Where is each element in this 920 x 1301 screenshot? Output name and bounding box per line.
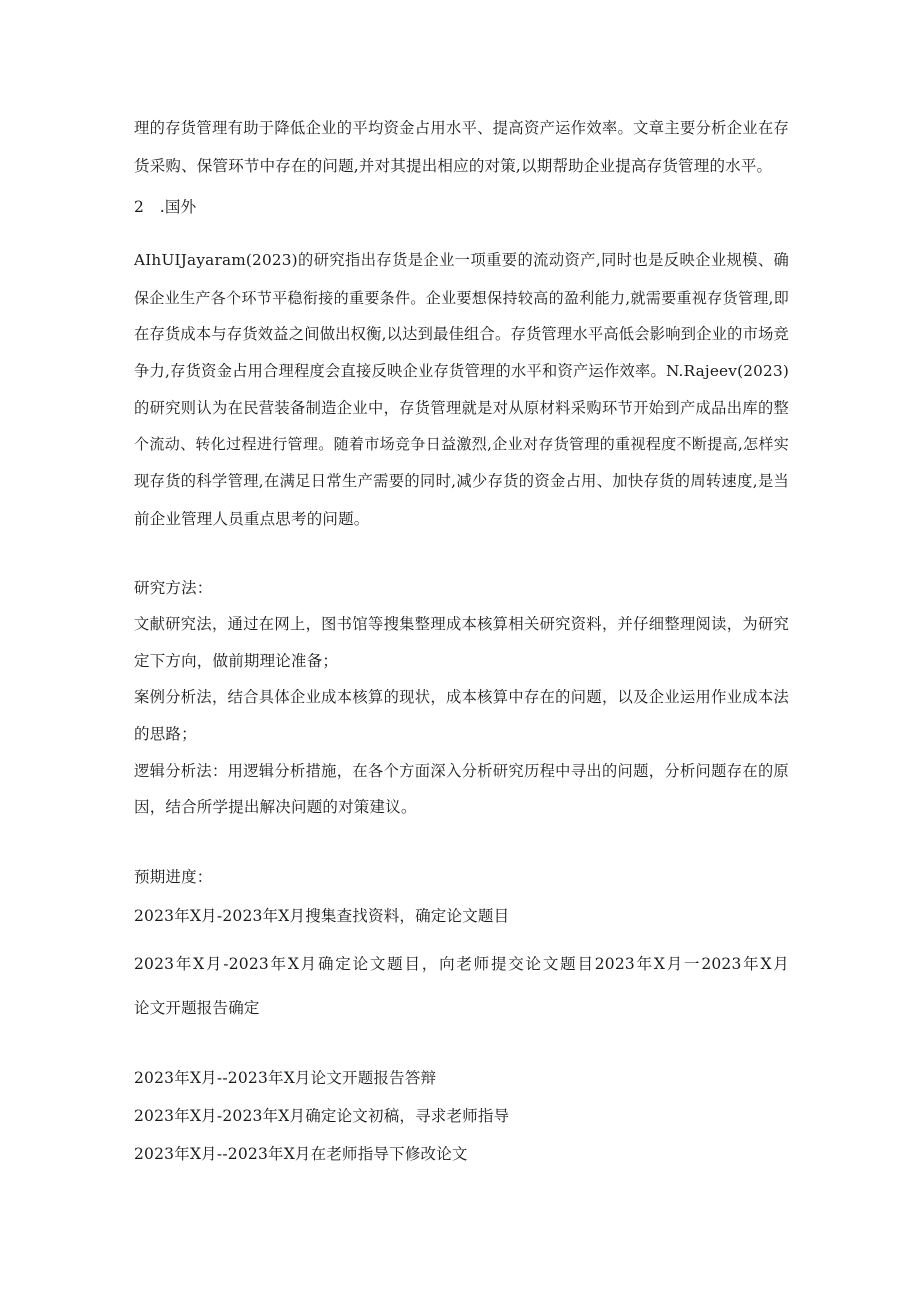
intro-line: 理的存货管理有助于降低企业的平均资金占用水平、提高资产运作效率。文章主要分析企业在存 <box>134 119 789 137</box>
schedule-line: 2023年X月--2023年X月论文开题报告答辩 <box>134 1069 437 1087</box>
foreign-line: 保企业生产各个环节平稳衔接的重要条件。企业要想保持较高的盈利能力,就需要重视存货管理,即 <box>134 289 789 307</box>
schedule-line: 2023年X月--2023年X月在老师指导下修改论文 <box>134 1145 468 1163</box>
methods-line: 的思路； <box>134 725 197 743</box>
methods-line: 文献研究法，通过在网上，图书馆等搜集整理成本核算相关研究资料，并仔细整理阅读，为研究 <box>134 615 789 633</box>
methods-line: 逻辑分析法：用逻辑分析措施，在各个方面深入分析研究历程中寻出的问题，分析问题存在的原 <box>134 762 789 780</box>
foreign-line: AIhUIJayaram(2023)的研究指出存货是企业一项重要的流动资产,同时也是反映企业规模、确 <box>134 251 789 269</box>
schedule-line: 2023年X月-2023年X月搜集查找资料，确定论文题目 <box>134 907 510 925</box>
intro-line: 货采购、保管环节中存在的问题,并对其提出相应的对策,以期帮助企业提高存货管理的水平。 <box>134 157 773 175</box>
foreign-line: 个流动、转化过程进行管理。随着市场竞争日益激烈,企业对存货管理的重视程度不断提高,怎样实 <box>134 435 789 453</box>
foreign-line: 争力,存货资金占用合理程度会直接反映企业存货管理的水平和资产运作效率。N.Rajeev(2023) <box>134 362 789 380</box>
methods-line: 因，结合所学提出解决问题的对策建议。 <box>134 798 417 816</box>
schedule-line: 2023年X月-2023年X月确定论文题目，向老师提交论文题目2023年X月一2023年X月 <box>134 955 789 973</box>
section-heading-foreign: 2 .国外 <box>134 198 197 216</box>
foreign-line: 前企业管理人员重点思考的问题。 <box>134 510 370 528</box>
section-heading-schedule: 预期进度： <box>134 868 213 886</box>
foreign-line: 在存货成本与存货效益之间做出权衡,以达到最佳组合。存货管理水平高低会影响到企业的市场竞 <box>134 325 789 343</box>
foreign-line: 现存货的科学管理,在满足日常生产需要的同时,减少存货的资金占用、加快存货的周转速度,是当 <box>134 472 789 490</box>
foreign-line: 的研究则认为在民营装备制造企业中，存货管理就是对从原材料采购环节开始到产成品出库的整 <box>134 399 789 417</box>
methods-line: 定下方向，做前期理论准备； <box>134 652 339 670</box>
methods-line: 案例分析法，结合具体企业成本核算的现状，成本核算中存在的问题，以及企业运用作业成本法 <box>134 688 789 706</box>
schedule-line: 2023年X月-2023年X月确定论文初稿，寻求老师指导 <box>134 1107 510 1125</box>
section-heading-methods: 研究方法： <box>134 579 213 597</box>
schedule-line: 论文开题报告确定 <box>134 999 260 1017</box>
